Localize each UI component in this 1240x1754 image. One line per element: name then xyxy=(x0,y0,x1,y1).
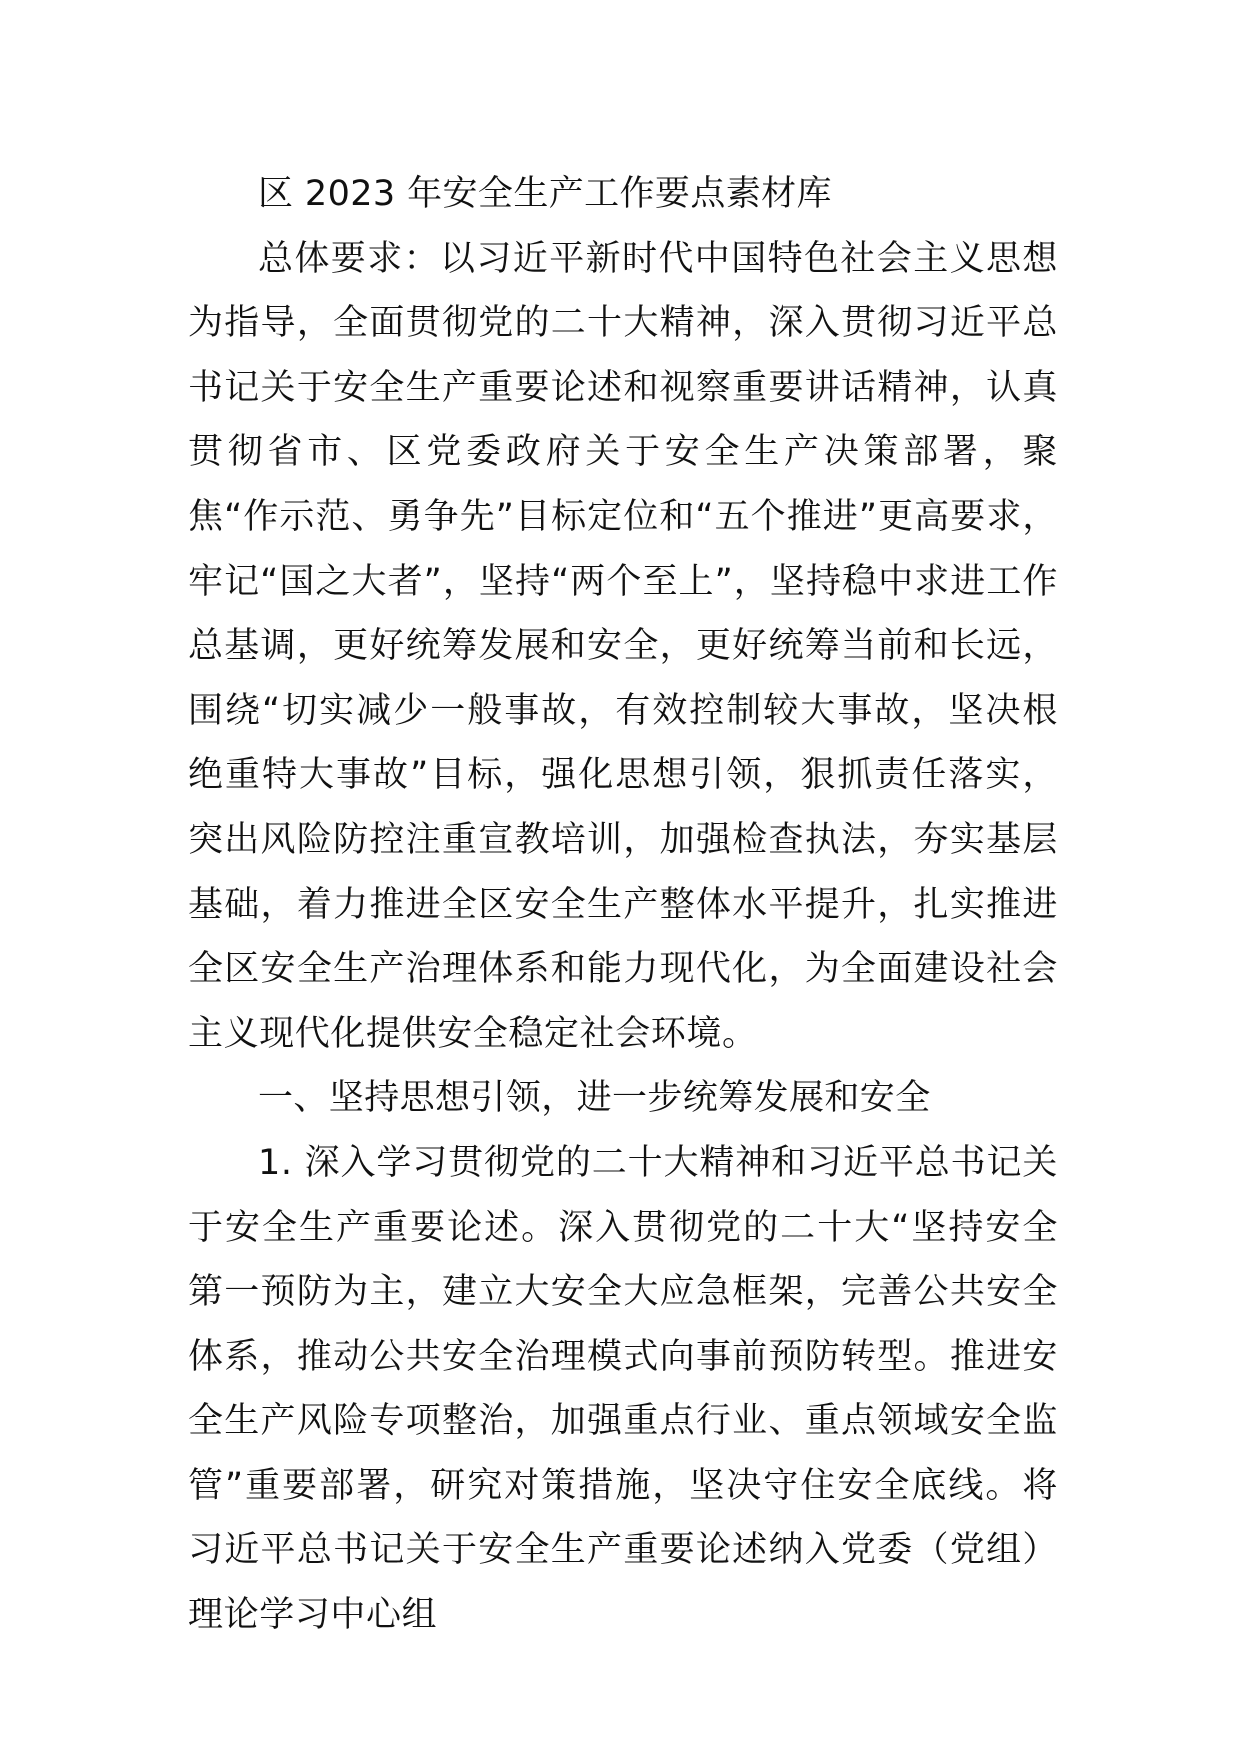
item-1-paragraph: 1. 深入学习贯彻党的二十大精神和习近平总书记关于安全生产重要论述。深入贯彻党的二十大“坚持安全第一预防为主，建立大安全大应急框架，完善公共安全体系，推动公共安全治理模式向事前预防转型。推进安全生产风险专项整治，加强重点行业、重点领域安全监管”重要部署，研究对策措施，坚决守住安全底线。将习近平总书记关于安全生产重要论述纳入党委（党组）理论学习中心组 xyxy=(188,1142,1058,1636)
general-requirements-paragraph: 总体要求：以习近平新时代中国特色社会主义思想为指导，全面贯彻党的二十大精神，深入贯彻习近平总书记关于安全生产重要论述和视察重要讲话精神，认真贯彻省市、区党委政府关于安全生产决策部署，聚焦“作示范、勇争先”目标定位和“五个推进”更高要求，牢记“国之大者”，坚持“两个至上”，坚持稳中求进工作总基调，更好统筹发展和安全，更好统筹当前和长远，围绕“切实减少一般事故，有效控制较大事故，坚决根绝重特大事故”目标，强化思想引领，狠抓责任落实，突出风险防控注重宣教培训，加强检查执法，夯实基层基础，着力推进全区安全生产整体水平提升，扎实推进全区安全生产治理体系和能力现代化，为全面建设社会主义现代化提供安全稳定社会环境。 xyxy=(188,238,1058,1054)
document-body xyxy=(188,162,1058,1648)
section-heading: 一、坚持思想引领，进一步统筹发展和安全 xyxy=(258,1078,931,1119)
document-title: 区 2023 年安全生产工作要点素材库 xyxy=(258,174,832,214)
